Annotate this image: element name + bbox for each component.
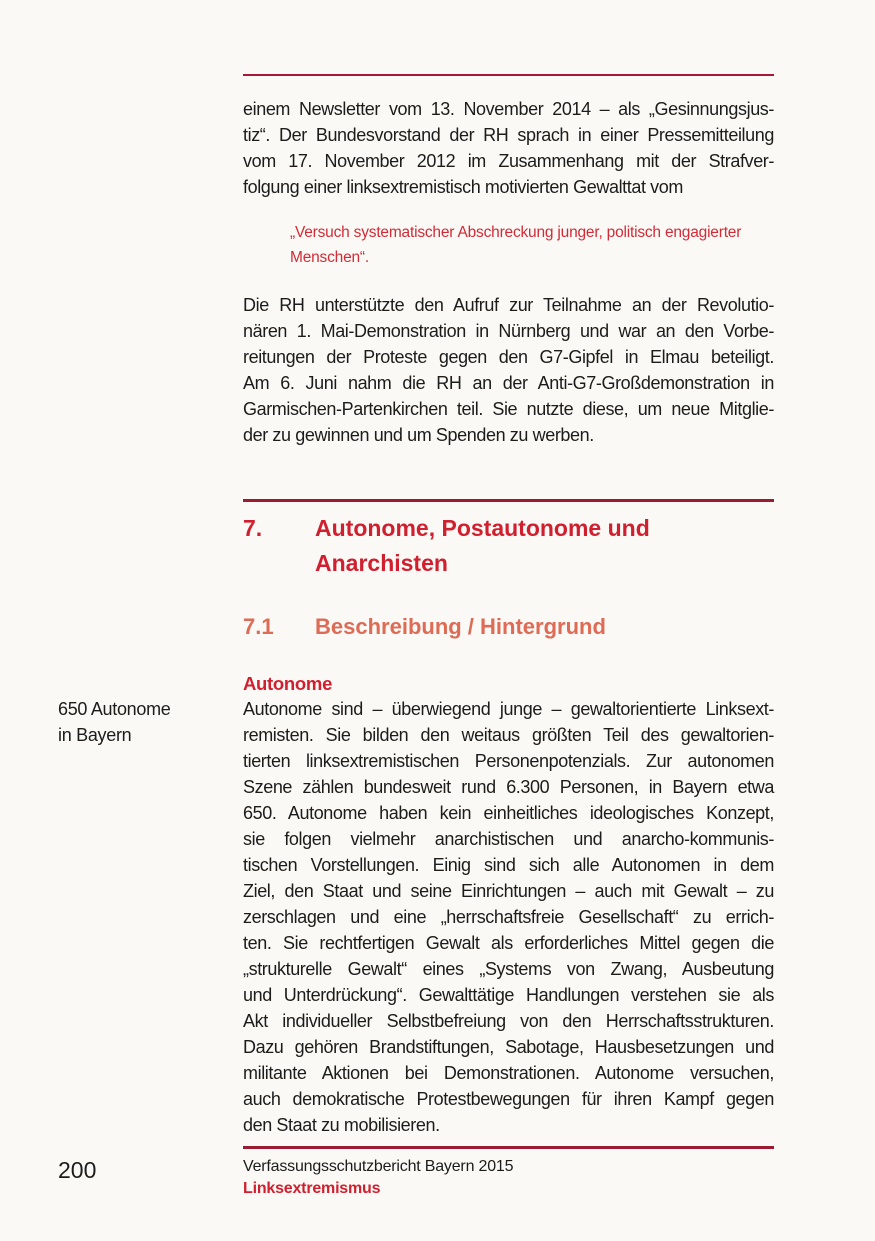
intro-paragraph: einem Newsletter vom 13. November 2014 – als „Gesinnungsjus- tiz“. Der Bundesvorstand der RH sprach in einer Pressemitteilung vom 17. November 2012 im Zusammenhang mit der Strafver- folgung einer linksextremistisch motivierten Gewalttat vom bbox=[243, 99, 774, 197]
pull-quote: „Versuch systematischer Abschreckung junger, politisch engagierter Menschen“. bbox=[290, 224, 742, 266]
autonome-subheading: Autonome bbox=[243, 673, 333, 694]
page-number: 200 bbox=[58, 1157, 97, 1183]
section-number: 7. bbox=[243, 515, 263, 541]
section-7-heading bbox=[243, 511, 774, 581]
rh-paragraph: Die RH unterstützte den Aufruf zur Teilnahme an der Revolutio- nären 1. Mai-Demonstration in Nürnberg und war an den Vorbe- reitungen der Proteste gegen den G7-Gipfel in Elmau beteiligt. Am 6. Juni nahm die RH an der Anti-G7-Großdemonstration in Garmischen-Partenkirchen teil. Sie nutzte diese, um neue Mitglie- der zu gewinnen und um Spenden zu werben. bbox=[243, 295, 774, 445]
section-title: Autonome, Postautonome und Anarchisten bbox=[315, 515, 650, 576]
subsection-7-1-heading bbox=[243, 612, 774, 642]
top-rule bbox=[243, 74, 774, 76]
subsection-title: Beschreibung / Hintergrund bbox=[315, 614, 606, 639]
subsection-number: 7.1 bbox=[243, 614, 274, 639]
section-rule bbox=[243, 499, 774, 502]
footer-rule bbox=[243, 1146, 774, 1149]
footer-report-title: Verfassungsschutzbericht Bayern 2015 bbox=[243, 1158, 514, 1175]
footer bbox=[243, 1156, 774, 1200]
margin-note: 650 Autonome in Bayern bbox=[58, 699, 171, 745]
footer-chapter-label: Linksextremismus bbox=[243, 1180, 381, 1197]
autonome-paragraph: Autonome sind – überwiegend junge – gewaltorientierte Linksext- remisten. Sie bilden den weitaus größten Teil des gewaltorien- tierten linksextremistischen Personenpotenzials. Zur autonomen Szene zählen bundesweit rund 6.300 Personen, in Bayern etwa 650. Autonome haben kein einheitliches ideologisches Konzept, sie folgen vielmehr anarchistischen und anarcho-kommunis- tischen Vorstellungen. Einig sind sich alle Autonomen in dem Ziel, den Staat und seine Einrichtungen – auch mit Gewalt – zu zerschlagen und eine „herrschaftsfreie Gesellschaft“ zu errich- ten. Sie rechtfertigen Gewalt als erforderliches Mittel gegen die „strukturelle Gewalt“ eines „Systems von Zwang, Ausbeutung und Unterdrückung“. Gewalttätige Handlungen verstehen sie als Akt individueller Selbstbefreiung von den Herrschaftsstrukturen. Dazu gehören Brandstiftungen, Sabotage, Hausbesetzungen und militante Aktionen bei Demonstrationen. Autonome versuchen, auch demokratische Protestbewegungen für ihren Kampf gegen den Staat zu mobilisieren. bbox=[243, 699, 774, 1135]
